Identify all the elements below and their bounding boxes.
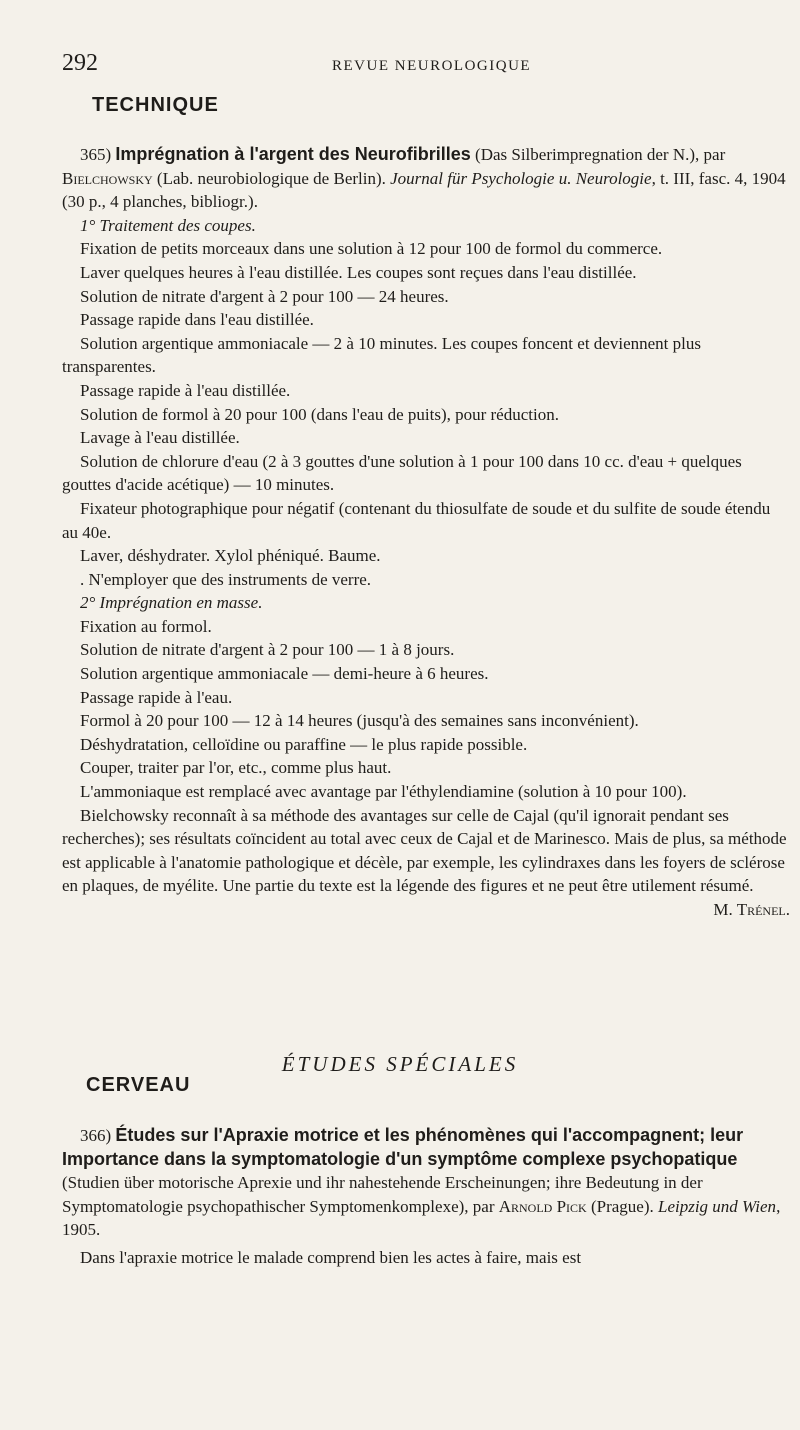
subsection-heading: 1° Traitement des coupes. [80, 215, 256, 235]
paragraph: Couper, traiter par l'or, etc., comme plus haut. [80, 758, 392, 778]
article-365-header [62, 143, 790, 214]
paragraph: Fixation au formol. [80, 616, 212, 636]
reference-prefix: (Das Silberimpregnation der N.), par [470, 145, 726, 164]
journal-name: Journal für Psychologie u. Neurologie [390, 168, 652, 188]
paragraph: L'ammoniaque est remplacé avec avantage par l'éthylendiamine (solution à 10 pour 100). [80, 782, 687, 802]
paragraph: Fixation de petits morceaux dans une solution à 12 pour 100 de formol du commerce. [80, 239, 663, 259]
paragraph: Bielchowsky reconnaît à sa méthode des avantages sur celle de Cajal (qu'il ignorait pendant ses recherches); ses résultats coïncident au total avec ceux de Cajal et de Marinesco. Mais de plus, sa méthode est applicable à l'anatomie pathologique et décèle, par exemple, les cylindraxes dans les foyers de sclérose en plaques, de myélite. Une partie du texte est la légende des figures et ne peut être utilement résumé. [62, 805, 787, 896]
article-title: Études sur l'Apraxie motrice et les phénomènes qui l'accompagnent; leur Importance dans la symptomatologie d'un symptôme complexe psychopatique [62, 1125, 744, 1169]
paragraph: . N'employer que des instruments de verre. [80, 569, 372, 589]
page-number: 292 [62, 50, 98, 76]
author-name: Bielchowsky [62, 168, 153, 188]
article-366-header [62, 1124, 790, 1242]
reference-middle: (Prague). [586, 1196, 658, 1216]
paragraph: Passage rapide à l'eau. [80, 687, 233, 707]
author-name: Arnold Pick [498, 1196, 587, 1216]
reference-prefix: (Studien über motorische Aprexie und ihr nahestehende Erscheinungen; ihre Bedeutung in der Symptomatologie psychopathischer Symptomenkomplexe), par [62, 1173, 703, 1216]
paragraph: Solution argentique ammoniacale — demi-heure à 6 heures. [80, 664, 489, 684]
section-heading-etudes: ÉTUDES SPÉCIALES [281, 1052, 519, 1076]
paragraph: Fixateur photographique pour négatif (contenant du thiosulfate de soude et du sulfite de soude étendu au 40e. [62, 498, 771, 542]
paragraph: Laver, déshydrater. Xylol phéniqué. Baume. [80, 546, 381, 566]
paragraph: Laver quelques heures à l'eau distillée. Les coupes sont reçues dans l'eau distillée. [80, 262, 637, 282]
paragraph: Solution de nitrate d'argent à 2 pour 100 — 24 heures. [80, 286, 449, 306]
paragraph: Passage rapide à l'eau distillée. [80, 380, 291, 400]
article-365 [62, 143, 790, 922]
running-head [62, 50, 792, 80]
section-heading-technique: TECHNIQUE [92, 94, 219, 116]
paragraph: Lavage à l'eau distillée. [80, 428, 240, 448]
journal-title: REVUE NEUROLOGIQUE [332, 58, 532, 74]
reference-suffix: , 1905. [62, 1196, 781, 1240]
reference-suffix: , t. III, fasc. 4, 1904 (30 p., 4 planches, bibliogr.). [62, 168, 786, 212]
paragraph: Solution de nitrate d'argent à 2 pour 100 — 1 à 8 jours. [80, 640, 455, 660]
section-heading-cerveau: CERVEAU [86, 1074, 191, 1096]
subsection-heading: 2° Imprégnation en masse. [80, 593, 263, 613]
place-of-publication: Leipzig und Wien [658, 1196, 777, 1216]
article-366 [62, 1124, 790, 1270]
paragraph: Solution de formol à 20 pour 100 (dans l'eau de puits), pour réduction. [80, 404, 559, 424]
paragraph: Passage rapide dans l'eau distillée. [80, 310, 314, 330]
paragraph: Solution de chlorure d'eau (2 à 3 gouttes d'une solution à 1 pour 100 dans 10 cc. d'eau + quelques gouttes d'acide acétique) — 10 minutes. [62, 451, 742, 495]
article-title: Imprégnation à l'argent des Neurofibrilles [115, 144, 471, 164]
paragraph: Solution argentique ammoniacale — 2 à 10 minutes. Les coupes foncent et deviennent plus transparentes. [62, 333, 701, 377]
signature: M. Trénel. [713, 900, 790, 919]
paragraph: Dans l'apraxie motrice le malade comprend bien les actes à faire, mais est [80, 1247, 582, 1267]
paragraph: Déshydratation, celloïdine ou paraffine — le plus rapide possible. [80, 734, 528, 754]
article-number: 366) [80, 1126, 112, 1145]
reference-middle: (Lab. neurobiologique de Berlin). [152, 168, 391, 188]
paragraph: Formol à 20 pour 100 — 12 à 14 heures (jusqu'à des semaines sans inconvénient). [80, 711, 639, 731]
article-number: 365) [80, 145, 112, 164]
